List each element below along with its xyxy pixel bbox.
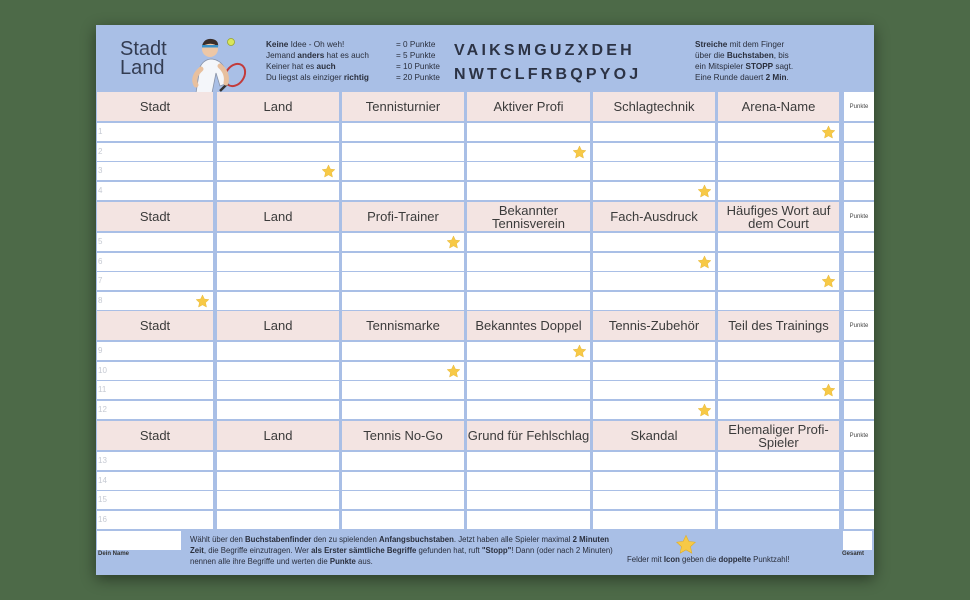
- column-header: Skandal: [593, 421, 715, 450]
- row-number: 6: [98, 256, 103, 266]
- column-header: Bekannter Tennisverein: [467, 202, 590, 231]
- column-header: Fach-Ausdruck: [593, 202, 715, 231]
- column-header: Stadt: [97, 202, 213, 231]
- answer-cell[interactable]: [593, 491, 715, 509]
- answer-cell[interactable]: [718, 362, 839, 380]
- answer-cell[interactable]: [467, 452, 590, 470]
- answer-cell[interactable]: [97, 401, 213, 419]
- answer-cell[interactable]: [467, 292, 590, 310]
- answer-cell[interactable]: [593, 342, 715, 360]
- answer-cell[interactable]: [217, 452, 339, 470]
- star-icon: [321, 164, 336, 179]
- points-cell[interactable]: [844, 233, 874, 251]
- answer-cell[interactable]: [342, 143, 464, 161]
- instruction-text: den zu spielenden: [311, 535, 379, 544]
- points-cell[interactable]: [844, 401, 874, 419]
- column-header: Land: [217, 311, 339, 340]
- letter-row-2[interactable]: NWTCLFRBQPYOJ: [454, 66, 642, 83]
- answer-cell[interactable]: [593, 162, 715, 180]
- column-header: Häufiges Wort auf dem Court: [718, 202, 839, 231]
- answer-cell[interactable]: [97, 472, 213, 490]
- row-number: 8: [98, 295, 103, 305]
- letter-finder-instructions: Streiche mit dem Finger über die Buchstaben, bis ein Mitspieler STOPP sagt. Eine Runde dauert 2 Min.: [695, 40, 794, 82]
- star-icon: [697, 403, 712, 418]
- answer-cell[interactable]: [342, 491, 464, 509]
- answer-cell[interactable]: [467, 472, 590, 490]
- column-header: Land: [217, 202, 339, 231]
- answer-cell[interactable]: [97, 362, 213, 380]
- column-header: Arena-Name: [718, 92, 839, 121]
- answer-cell[interactable]: [342, 182, 464, 200]
- star-icon: [821, 125, 836, 140]
- star-icon: [446, 364, 461, 379]
- row-number: 14: [98, 475, 107, 485]
- row-number: 15: [98, 495, 107, 504]
- answer-cell[interactable]: [593, 362, 715, 380]
- total-field[interactable]: [843, 531, 872, 550]
- answer-cell[interactable]: [342, 401, 464, 419]
- answer-cell[interactable]: [718, 233, 839, 251]
- answer-cell[interactable]: [97, 233, 213, 251]
- points-cell[interactable]: [844, 182, 874, 200]
- answer-cell[interactable]: [97, 452, 213, 470]
- star-icon: [821, 274, 836, 289]
- answer-cell[interactable]: [342, 272, 464, 290]
- star-icon: [675, 534, 697, 556]
- answer-cell[interactable]: [97, 182, 213, 200]
- points-cell[interactable]: [844, 143, 874, 161]
- answer-cell[interactable]: [342, 253, 464, 271]
- answer-cell[interactable]: [467, 381, 590, 399]
- points-cell[interactable]: [844, 342, 874, 360]
- row-number: 2: [98, 146, 103, 156]
- brand-line-1: Stadt: [120, 38, 167, 60]
- answer-cell[interactable]: [342, 472, 464, 490]
- answer-cell[interactable]: [718, 401, 839, 419]
- points-cell[interactable]: [844, 381, 874, 399]
- answer-cell[interactable]: [467, 253, 590, 271]
- column-header: Aktiver Profi: [467, 92, 590, 121]
- answer-cell[interactable]: [718, 452, 839, 470]
- row-number: 3: [98, 166, 103, 175]
- column-header: Tennismarke: [342, 311, 464, 340]
- answer-cell[interactable]: [718, 491, 839, 509]
- answer-cell[interactable]: [467, 362, 590, 380]
- answer-cell[interactable]: [467, 511, 590, 529]
- points-cell[interactable]: [844, 511, 874, 529]
- answer-cell[interactable]: [593, 123, 715, 141]
- answer-cell[interactable]: [217, 272, 339, 290]
- answer-cell[interactable]: [467, 162, 590, 180]
- answer-cell[interactable]: [342, 342, 464, 360]
- answer-cell[interactable]: [718, 143, 839, 161]
- points-cell[interactable]: [844, 123, 874, 141]
- instruction-text: . Jetzt haben alle Spieler maximal: [453, 535, 573, 544]
- answer-cell[interactable]: [718, 253, 839, 271]
- instruction-text: Wählt über den: [190, 535, 246, 544]
- instruction-text: "Stopp": [481, 546, 512, 555]
- points-column-header: Punkte: [844, 202, 874, 231]
- answer-cell[interactable]: [467, 182, 590, 200]
- row-number: 9: [98, 346, 103, 355]
- column-header: Grund für Fehlschlag: [467, 421, 590, 450]
- row-number: 12: [98, 404, 107, 414]
- answer-cell[interactable]: [593, 472, 715, 490]
- rule-line: Jemand anders hat es auch: [266, 51, 369, 60]
- instruction-text: Anfangsbuchstaben: [378, 535, 454, 544]
- points-column-header: Punkte: [844, 421, 874, 450]
- star-icon: [195, 294, 210, 309]
- answer-cell[interactable]: [467, 272, 590, 290]
- column-header: Land: [217, 421, 339, 450]
- tennis-player-illustration: [182, 33, 252, 95]
- column-header: Tennisturnier: [342, 92, 464, 121]
- column-header: Schlagtechnik: [593, 92, 715, 121]
- points-cell[interactable]: [844, 452, 874, 470]
- answer-cell[interactable]: [217, 182, 339, 200]
- answer-cell[interactable]: [217, 233, 339, 251]
- game-sheet: [96, 25, 874, 575]
- answer-cell[interactable]: [467, 123, 590, 141]
- scoring-points: [396, 39, 440, 83]
- instruction-text: , die Begriffe einzutragen. Wer: [203, 546, 312, 555]
- points-value: = 0 Punkte: [396, 40, 436, 49]
- answer-cell[interactable]: [217, 511, 339, 529]
- answer-cell[interactable]: [593, 233, 715, 251]
- letter-finder: [454, 39, 641, 87]
- answer-cell[interactable]: [97, 342, 213, 360]
- row-number: 7: [98, 276, 103, 285]
- column-header: Stadt: [97, 311, 213, 340]
- points-value: = 20 Punkte: [396, 73, 440, 82]
- column-header: Profi-Trainer: [342, 202, 464, 231]
- column-header: Bekanntes Doppel: [467, 311, 590, 340]
- total-label: Gesamt: [842, 551, 865, 557]
- brand-line-2: Land: [120, 57, 165, 79]
- rule-line: Du liegst als einziger richtig: [266, 73, 369, 82]
- answer-cell[interactable]: [718, 511, 839, 529]
- points-value: = 10 Punkte: [396, 62, 440, 71]
- letter-row-1[interactable]: VAIKSMGUZXDEH: [454, 42, 635, 59]
- row-number: 5: [98, 237, 103, 246]
- row-number: 1: [98, 127, 103, 136]
- answer-cell[interactable]: [217, 381, 339, 399]
- points-cell[interactable]: [844, 292, 874, 310]
- star-icon: [572, 145, 587, 160]
- answer-cell[interactable]: [342, 452, 464, 470]
- points-cell[interactable]: [844, 162, 874, 180]
- row-number: 16: [98, 514, 107, 524]
- row-number: 11: [98, 385, 107, 394]
- icon-bonus-note: Felder mit Icon geben die doppelte Punktzahl!: [627, 555, 790, 564]
- answer-cell[interactable]: [217, 472, 339, 490]
- answer-cell[interactable]: [467, 491, 590, 509]
- answer-cell[interactable]: [342, 162, 464, 180]
- rule-line: Keiner hat es auch: [266, 62, 336, 71]
- points-cell[interactable]: [844, 491, 874, 509]
- instruction-text: aus.: [355, 557, 373, 566]
- star-icon: [697, 255, 712, 270]
- row-number: 13: [98, 456, 107, 465]
- answer-cell[interactable]: [593, 143, 715, 161]
- answer-cell[interactable]: [97, 253, 213, 271]
- column-header: Stadt: [97, 421, 213, 450]
- scoring-rules: [266, 39, 369, 83]
- star-icon: [697, 184, 712, 199]
- star-icon: [821, 383, 836, 398]
- answer-cell[interactable]: [593, 292, 715, 310]
- answer-cell[interactable]: [97, 491, 213, 509]
- instruction-text: Buchstabenfinder: [245, 535, 312, 544]
- answer-cell[interactable]: [342, 381, 464, 399]
- answer-cell[interactable]: [217, 491, 339, 509]
- points-value: = 5 Punkte: [396, 51, 436, 60]
- answer-cell[interactable]: [718, 472, 839, 490]
- answer-cell[interactable]: [718, 182, 839, 200]
- answer-cell[interactable]: [217, 342, 339, 360]
- points-cell[interactable]: [844, 272, 874, 290]
- answer-cell[interactable]: [217, 401, 339, 419]
- answer-cell[interactable]: [97, 381, 213, 399]
- instruction-text: als Erster sämtliche Begriffe: [311, 546, 417, 555]
- answer-cell[interactable]: [97, 123, 213, 141]
- instruction-text: ! Dann (oder nach 2 Minuten) nennen alle ihre Begriffe und werten die: [190, 546, 613, 566]
- instruction-text: 2 Minuten Zeit: [190, 535, 610, 555]
- answer-cell[interactable]: [217, 362, 339, 380]
- row-number: 4: [98, 185, 103, 195]
- column-header: Stadt: [97, 92, 213, 121]
- points-column-header: Punkte: [844, 92, 874, 121]
- answer-cell[interactable]: [217, 123, 339, 141]
- column-header: Land: [217, 92, 339, 121]
- column-header: Tennis No-Go: [342, 421, 464, 450]
- star-icon: [446, 235, 461, 250]
- answer-cell[interactable]: [342, 123, 464, 141]
- name-label: Dein Name: [98, 551, 130, 557]
- game-instructions: [190, 534, 615, 567]
- instruction-text: Punkte: [329, 557, 356, 566]
- answer-cell[interactable]: [217, 253, 339, 271]
- answer-cell[interactable]: [467, 233, 590, 251]
- answer-cell[interactable]: [718, 342, 839, 360]
- answer-cell[interactable]: [97, 272, 213, 290]
- points-cell[interactable]: [844, 362, 874, 380]
- answer-cell[interactable]: [467, 401, 590, 419]
- star-icon: [572, 344, 587, 359]
- answer-cell[interactable]: [593, 452, 715, 470]
- points-column-header: Punkte: [844, 311, 874, 340]
- brand-title: [120, 40, 167, 78]
- instruction-text: gefunden hat, ruft: [416, 546, 482, 555]
- answer-cell[interactable]: [97, 162, 213, 180]
- answer-cell[interactable]: [342, 292, 464, 310]
- answer-cell[interactable]: [593, 272, 715, 290]
- name-field[interactable]: [97, 531, 181, 550]
- row-number: 10: [98, 365, 107, 375]
- answer-cell[interactable]: [97, 511, 213, 529]
- points-cell[interactable]: [844, 253, 874, 271]
- answer-cell[interactable]: [718, 292, 839, 310]
- column-header: Ehemaliger Profi-Spieler: [718, 421, 839, 450]
- column-header: Tennis-Zubehör: [593, 311, 715, 340]
- answer-cell[interactable]: [342, 511, 464, 529]
- answer-cell[interactable]: [593, 511, 715, 529]
- column-header: Teil des Trainings: [718, 311, 839, 340]
- answer-cell[interactable]: [593, 381, 715, 399]
- answer-cell[interactable]: [97, 143, 213, 161]
- points-cell[interactable]: [844, 472, 874, 490]
- answer-cell[interactable]: [718, 162, 839, 180]
- answer-cell[interactable]: [217, 143, 339, 161]
- answer-cell[interactable]: [217, 292, 339, 310]
- rule-line: Keine Idee - Oh weh!: [266, 40, 345, 49]
